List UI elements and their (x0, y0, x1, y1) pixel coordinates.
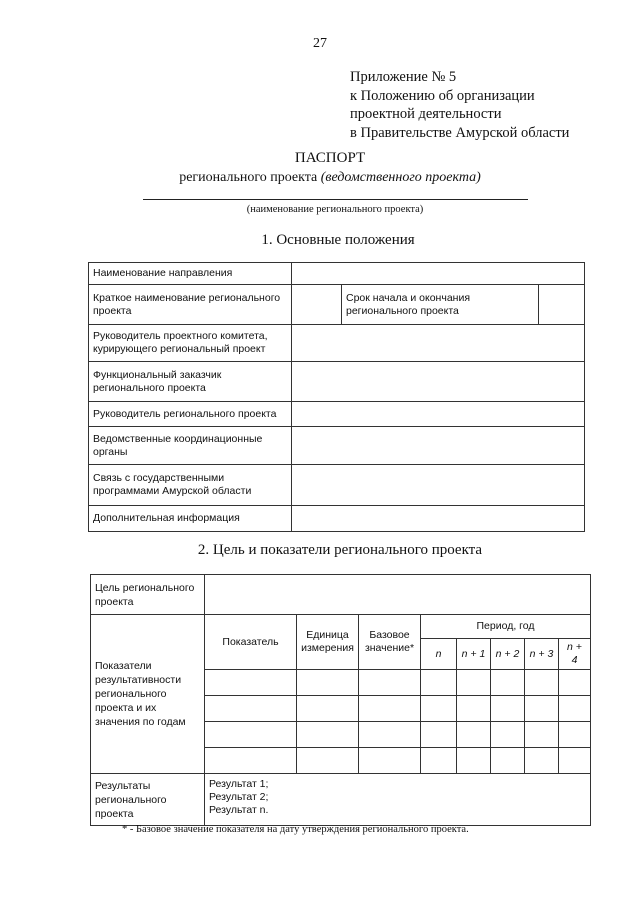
goal-indicators-table (90, 574, 591, 826)
table-cell (525, 748, 559, 774)
value-cell (292, 427, 585, 465)
basic-provisions-table (88, 262, 585, 532)
year-header: n + 1 (457, 639, 491, 670)
table-cell (421, 670, 457, 696)
col-unit: Единица измерения (297, 615, 359, 670)
value-cell (292, 402, 585, 427)
table-cell (457, 722, 491, 748)
table-cell (205, 670, 297, 696)
appendix-line: проектной деятельности (350, 106, 502, 122)
value-cell (292, 285, 342, 325)
table-cell (491, 748, 525, 774)
term-label: Срок начала и окончания регионального проекта (342, 285, 539, 325)
value-cell (539, 285, 585, 325)
value-cell (292, 325, 585, 362)
table-cell (491, 670, 525, 696)
table-cell (559, 748, 591, 774)
year-header: n + 4 (559, 639, 591, 670)
row-label: Дополнительная информация (89, 506, 292, 532)
table-cell (457, 670, 491, 696)
value-cell (292, 506, 585, 532)
table-cell (359, 670, 421, 696)
row-label: Руководитель проектного комитета, курирующего региональный проект (89, 325, 292, 362)
table-cell (421, 722, 457, 748)
table-cell (421, 748, 457, 774)
table-cell (297, 722, 359, 748)
row-label: Руководитель регионального проекта (89, 402, 292, 427)
col-indicator: Показатель (205, 615, 297, 670)
table-cell (359, 748, 421, 774)
goal-label: Цель регионального проекта (91, 575, 205, 615)
col-period: Период, год (421, 615, 591, 639)
section1-heading: 1. Основные положения (261, 232, 415, 248)
subtitle-plain: регионального проекта (179, 170, 318, 185)
project-name-line (143, 199, 528, 200)
table-cell (421, 696, 457, 722)
table-cell (559, 722, 591, 748)
table-cell (525, 722, 559, 748)
goal-value (205, 575, 591, 615)
document-title: ПАСПОРТ (294, 150, 366, 166)
table-cell (525, 670, 559, 696)
appendix-header (350, 68, 569, 142)
row-label: Функциональный заказчик регионального проекта (89, 362, 292, 402)
result-item: Результат n. (209, 804, 269, 816)
appendix-line: в Правительстве Амурской области (350, 124, 570, 141)
value-cell (292, 362, 585, 402)
table-cell (457, 748, 491, 774)
row-label: Краткое наименование регионального проекта (89, 285, 292, 325)
footnote: * - Базовое значение показателя на дату утверждения регионального проекта. (122, 824, 469, 835)
table-cell (457, 696, 491, 722)
page-number: 27 (313, 36, 327, 51)
value-cell (292, 465, 585, 506)
row-label: Связь с государственными программами Амурской области (89, 465, 292, 506)
result-item: Результат 2; (209, 791, 269, 803)
table-cell (297, 670, 359, 696)
indicators-label: Показатели результативности регионального проекта и их значения по годам (91, 615, 205, 774)
results-label: Результаты регионального проекта (91, 774, 205, 826)
subtitle-italic: (ведомственного проекта) (320, 170, 481, 185)
table-cell (491, 722, 525, 748)
year-header: n + 3 (525, 639, 559, 670)
year-header: n (421, 639, 457, 670)
row-label: Ведомственные координационные органы (89, 427, 292, 465)
row-label: Наименование направления (89, 263, 292, 285)
table-cell (559, 670, 591, 696)
table-cell (525, 696, 559, 722)
table-cell (205, 696, 297, 722)
table-cell (297, 748, 359, 774)
section2-heading: 2. Цель и показатели регионального проекта (197, 542, 483, 558)
table-cell (359, 696, 421, 722)
value-cell (292, 263, 585, 285)
document-subtitle (0, 170, 640, 186)
appendix-line: Приложение № 5 (350, 69, 457, 85)
result-item: Результат 1; (209, 778, 269, 790)
project-name-caption: (наименование регионального проекта) (246, 204, 424, 215)
table-cell (359, 722, 421, 748)
col-base: Базовое значение* (359, 615, 421, 670)
table-cell (205, 722, 297, 748)
table-cell (205, 748, 297, 774)
results-list (205, 774, 591, 826)
table-cell (559, 696, 591, 722)
appendix-line: к Положению об организации (350, 87, 535, 104)
year-header: n + 2 (491, 639, 525, 670)
table-cell (297, 696, 359, 722)
table-cell (491, 696, 525, 722)
